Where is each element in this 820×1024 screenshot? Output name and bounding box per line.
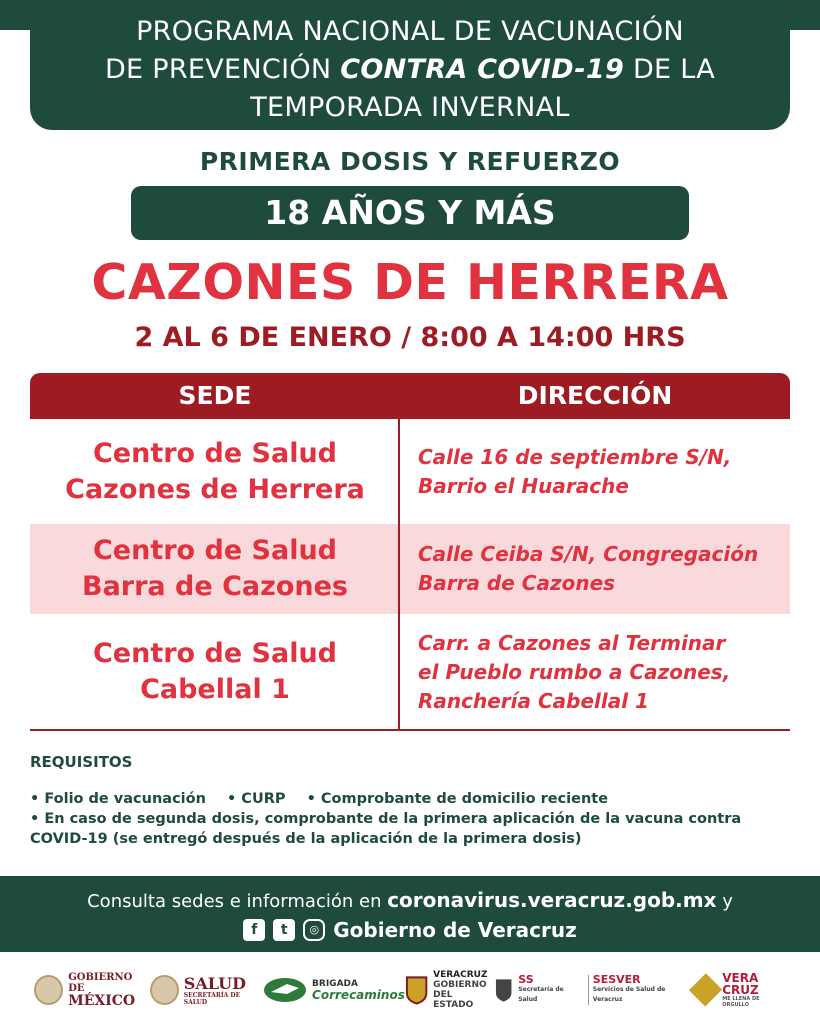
logo-text: SESVER [592,973,641,986]
direccion-cell [400,614,790,730]
brigada-correcaminos-logo [263,976,405,1004]
logo-text: SS [518,973,534,986]
gobierno-mexico-logo [34,972,150,1009]
locations-table [30,373,790,730]
veracruz-orgullo-logo [694,972,786,1008]
direccion-cell [400,419,790,524]
requirement-item: • CURP [226,791,286,807]
logo-text: SALUD [183,973,246,993]
logo-text: Correcaminos [312,988,405,1002]
ss-sesver-logo [494,975,694,1005]
direccion-line: Barra de Cazones [418,571,616,595]
direccion-line: el Pueblo rumbo a Cazones, [418,659,731,684]
veracruz-pattern-icon [689,973,722,1006]
header-line-3: TEMPORADA INVERNAL [250,92,570,123]
salud-logo [150,975,263,1006]
requirements-list [30,789,790,849]
sede-line: Cazones de Herrera [65,473,365,505]
social-account-name: Gobierno de Veracruz [333,918,577,942]
logo-text: BRIGADA [312,979,358,989]
direccion-line: Calle Ceiba S/N, Congregación [418,542,759,566]
instagram-icon[interactable]: ◎ [303,919,325,941]
facebook-icon[interactable]: f [243,919,265,941]
sede-line: Barra de Cazones [82,571,348,602]
direccion-line: Calle 16 de septiembre S/N, [418,444,732,469]
veracruz-shield-icon [405,975,428,1005]
direccion-line: Carr. a Cazones al Terminar [418,630,726,655]
logo-text: MÉXICO [68,992,136,1009]
table-row [30,524,790,614]
logo-text: VERACRUZ [433,970,488,980]
ss-shield-icon [494,977,513,1003]
table-bottom-border [30,729,790,731]
table-row [30,614,790,730]
requirement-note: • En caso de segunda dosis, comprobante de la primera aplicación de la vacuna contra COVID-19 (se entregó después de la aplicación de la primera dosis) [30,811,742,847]
logo-text: ME LLENA DE ORGULLO [722,996,760,1008]
sede-line: Centro de Salud [92,638,338,669]
requirements-title: REQUISITOS [30,753,133,771]
logo-text: VERA [722,971,759,985]
header-line-2-emphasis: CONTRA COVID-19 [340,54,625,85]
program-header [30,0,790,130]
dose-subtitle: PRIMERA DOSIS Y REFUERZO [199,147,621,176]
sede-line: Centro de Salud [92,437,338,469]
requirement-item: • Folio de vacunación [30,791,206,807]
sede-cell [30,524,400,614]
logo-text: Servicios de Salud de Veracruz [592,986,666,1003]
municipality-title: CAZONES DE HERRERA [91,254,729,311]
sede-cell [30,614,400,730]
eagle-seal-icon [34,975,63,1005]
logo-text: GOBIERNO DE [68,971,133,994]
logo-text: CRUZ [722,983,759,997]
sede-cell [30,419,400,524]
header-line-2 [30,51,790,89]
consulta-text: Consulta sedes e información en [87,891,388,912]
consulta-text-end: y [716,891,733,912]
twitter-icon[interactable]: t [273,919,295,941]
table-column-divider [398,419,400,730]
logo-text: GOBIERNO [433,980,487,990]
schedule-text: 2 AL 6 DE ENERO / 8:00 A 14:00 HRS [134,322,686,353]
direccion-line: Barrio el Huarache [418,473,629,498]
info-footer [0,876,820,952]
header-sede: SEDE [178,381,252,410]
sede-line: Centro de Salud [92,535,338,566]
header-line-2-pre: DE PREVENCIÓN [104,54,341,85]
logo-text: SECRETARÍA DE SALUD [183,991,241,1006]
consulta-line [0,876,820,912]
header-line-2-post: DE LA [624,54,716,85]
table-header [30,373,790,419]
direccion-line: Ranchería Cabellal 1 [418,688,649,713]
sede-line: Cabellal 1 [140,674,290,705]
logo-text: DEL ESTADO [433,990,474,1010]
direccion-cell [400,524,790,614]
eagle-seal-icon [150,975,179,1005]
roadrunner-icon [263,976,307,1004]
table-row [30,419,790,524]
social-line [0,918,820,942]
veracruz-gobierno-logo [405,970,494,1010]
age-group-badge: 18 AÑOS Y MÁS [131,186,689,240]
website-link[interactable]: coronavirus.veracruz.gob.mx [387,888,717,912]
header-direccion: DIRECCIÓN [517,381,673,410]
requirement-item: • Comprobante de domicilio reciente [306,791,609,807]
logo-text: Secretaría de Salud [518,986,564,1003]
sponsor-logos [0,960,820,1020]
header-line-1: PROGRAMA NACIONAL DE VACUNACIÓN [136,16,684,47]
